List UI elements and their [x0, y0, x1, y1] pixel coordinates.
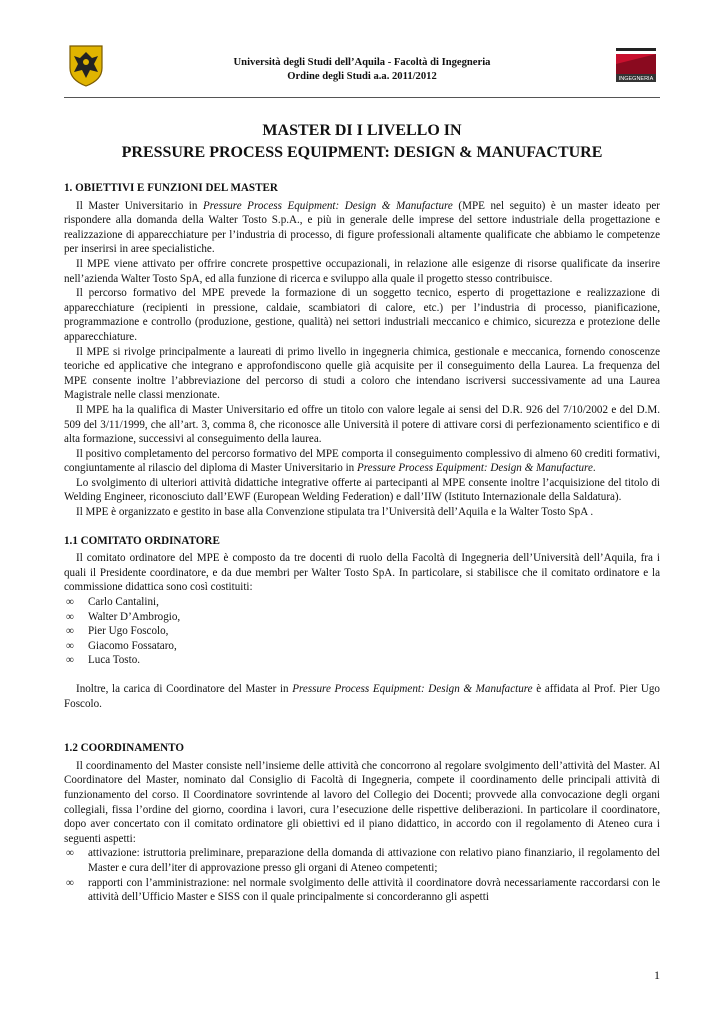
paragraph: Lo svolgimento di ulteriori attività didattiche integrative offerte ai partecipanti al MPE consente inoltre l’acquisizione del titolo di Welding Engineer, riconosciuto dall’EWF (European Welding Federation) e dall’IIW (Istituto Internazionale della Saldatura).	[64, 476, 660, 504]
header-divider	[64, 97, 660, 98]
text-run: Il Master Universitario in	[76, 199, 203, 212]
ingegneria-logo	[614, 46, 658, 84]
paragraph: Il MPE è organizzato e gestito in base alla Convenzione stipulata tra l’Università dell’Aquila e la Walter Tosto SpA .	[76, 506, 594, 519]
page-number: 1	[654, 968, 660, 982]
infinity-bullet-icon: ∞	[66, 610, 74, 623]
infinity-bullet-icon: ∞	[66, 639, 74, 652]
paragraph: Il coordinamento del Master consiste nell’insieme delle attività che concorrono al regolare svolgimento dell’attività del Master. Al Coordinatore del Master, nominato dal Consiglio di Facoltà di Ingegneria, compete il coordinamento delle principali attività di funzionamento del corso. Il Coordinatore sovrintende al lavoro del Collegio dei Docenti; provvede alla convocazione degli organi collegiali, fissa l’ordine del giorno, coordina i lavori, cura l’esecuzione delle rispettive deliberazioni. In particolare il coordinatore, dopo aver concertato con il comitato ordinatore gli obiettivi ed il piano didattico, in accordo con il regolamento di Ateneo cura i seguenti aspetti:	[64, 759, 660, 845]
member-list	[64, 595, 660, 668]
paragraph: Il MPE si rivolge principalmente a laureati di primo livello in ingegneria chimica, gestionale e meccanica, fornendo conoscenze teoriche ed applicative che integrano e approfondiscono quelle già acquisite per il conseguimento della Laurea. La frequenza del MPE consente inoltre l’abbreviazione del percorso di studi a coloro che intendano iscriversi successivamente ad una Laurea Magistrale nelle classi menzionate.	[64, 345, 660, 402]
infinity-bullet-icon: ∞	[66, 876, 74, 889]
document-body	[64, 181, 660, 905]
list-item-text: rapporti con l’amministrazione: nel normale svolgimento delle attività il coordinatore dovrà necessariamente raccordarsi con le attività dell’Ufficio Master e SISS con il quale principalmente si concorderanno gli aspetti	[88, 876, 660, 904]
list-item	[64, 595, 660, 610]
paragraph: Il MPE viene attivato per offrire concrete prospettive occupazionali, in relazione alle esigenze di risorse qualificate da inserire nell’azienda Walter Tosto SpA, ed alla funzione di ricerca e sviluppo alla quale il progetto stesso contribuisce.	[64, 257, 660, 285]
italic-text: Pressure Process Equipment: Design & Manufacture	[292, 683, 533, 695]
title-line-1: MASTER DI I LIVELLO IN	[262, 122, 462, 139]
member-name: Giacomo Fossataro,	[88, 639, 177, 652]
infinity-bullet-icon: ∞	[66, 654, 74, 667]
member-name: Luca Tosto.	[88, 654, 141, 667]
section-heading-1: 1. OBIETTIVI E FUNZIONI DEL MASTER	[64, 182, 278, 194]
paragraph: Il comitato ordinatore del MPE è composto da tre docenti di ruolo della Facoltà di Ingegneria dell’Università dell’Aquila, fra i quali il Presidente coordinatore, e da due membri per Walter Tosto SpA. In particolare, si stabilisce che il comitato ordinatore e la commissione didattica sono così costituiti:	[64, 552, 660, 594]
list-item	[64, 876, 660, 905]
header-line-1: Università degli Studi dell’Aquila - Facoltà di Ingegneria	[233, 57, 491, 68]
member-name: Walter D’Ambrogio,	[88, 610, 181, 623]
infinity-bullet-icon: ∞	[66, 596, 74, 609]
page-header	[64, 38, 660, 96]
header-line-2: Ordine degli Studi a.a. 2011/2012	[287, 71, 437, 82]
text-run: Inoltre, la carica di Coordinatore del Master in	[76, 683, 293, 695]
paragraph: Il percorso formativo del MPE prevede la formazione di un soggetto tecnico, esperto di progettazione e realizzazione di apparecchiature (recipienti in pressione, caldaie, scambiatori di calore, etc.) per l’industria di processo, pianificazione, programmazione e controllo (produzione, gestione, qualità) nei settori industriali meccanico e chimico, sicurezza e protezione delle apparecchiature.	[64, 287, 660, 343]
infinity-bullet-icon: ∞	[66, 847, 74, 860]
paragraph	[64, 682, 660, 711]
coordination-list	[64, 846, 660, 904]
list-item-text: attivazione: istruttoria preliminare, preparazione della domanda di attivazione con relativo piano finanziario, il regolamento del Master e cura dell’iter di approvazione presso gli organi di Ateneo competenti;	[88, 847, 660, 874]
ingegneria-logo-text: INGEGNERIA	[618, 76, 654, 82]
title-line-2: PRESSURE PROCESS EQUIPMENT: DESIGN & MANUFACTURE	[121, 144, 603, 161]
list-item	[64, 846, 660, 875]
section-heading-1-2: 1.2 COORDINAMENTO	[64, 742, 184, 755]
list-item	[64, 639, 660, 654]
member-name: Pier Ugo Foscolo,	[88, 625, 169, 638]
infinity-bullet-icon: ∞	[66, 625, 74, 638]
document-title	[64, 120, 660, 164]
paragraph	[64, 199, 660, 257]
list-item	[64, 610, 660, 625]
text-run: Il positivo completamento del percorso formativo del MPE comporta il conseguimento complessivo di almeno 60 crediti formativi, congiuntamente al rilascio del diploma di Master Universitario in	[64, 447, 660, 475]
list-item	[64, 653, 660, 668]
text-run: (MPE nel seguito) è un master ideato per rispondere alla domanda della Walter Tosto S.p.A., e più in generale delle imprese del settore industriale della progettazione e realizzazione di apparecchiature per l’industria di processo, di figure professionali altamente qualificate che abbiamo le competenze per inserirsi in aree specialistiche.	[64, 199, 660, 256]
section-heading-1-1: 1.1 COMITATO ORDINATORE	[64, 534, 220, 547]
member-name: Carlo Cantalini,	[88, 596, 159, 609]
italic-text: Pressure Process Equipment: Design & Manufacture	[356, 462, 593, 475]
italic-text: Pressure Process Equipment: Design & Manufacture	[203, 199, 453, 212]
list-item	[64, 624, 660, 639]
paragraph: Il MPE ha la qualifica di Master Universitario ed offre un titolo con valore legale ai sensi del D.R. 926 del 7/10/2002 e del D.M. 509 del 3/11/1999, che all’art. 3, comma 8, che riconosce alle Università il potere di attivare corsi di perfezionamento scientifico e di alta formazione, successivi al conseguimento della laurea.	[64, 403, 660, 446]
text-run: è affidata al Prof. Pier Ugo Foscolo.	[64, 683, 660, 710]
text-run: .	[592, 462, 596, 475]
paragraph	[64, 447, 660, 476]
